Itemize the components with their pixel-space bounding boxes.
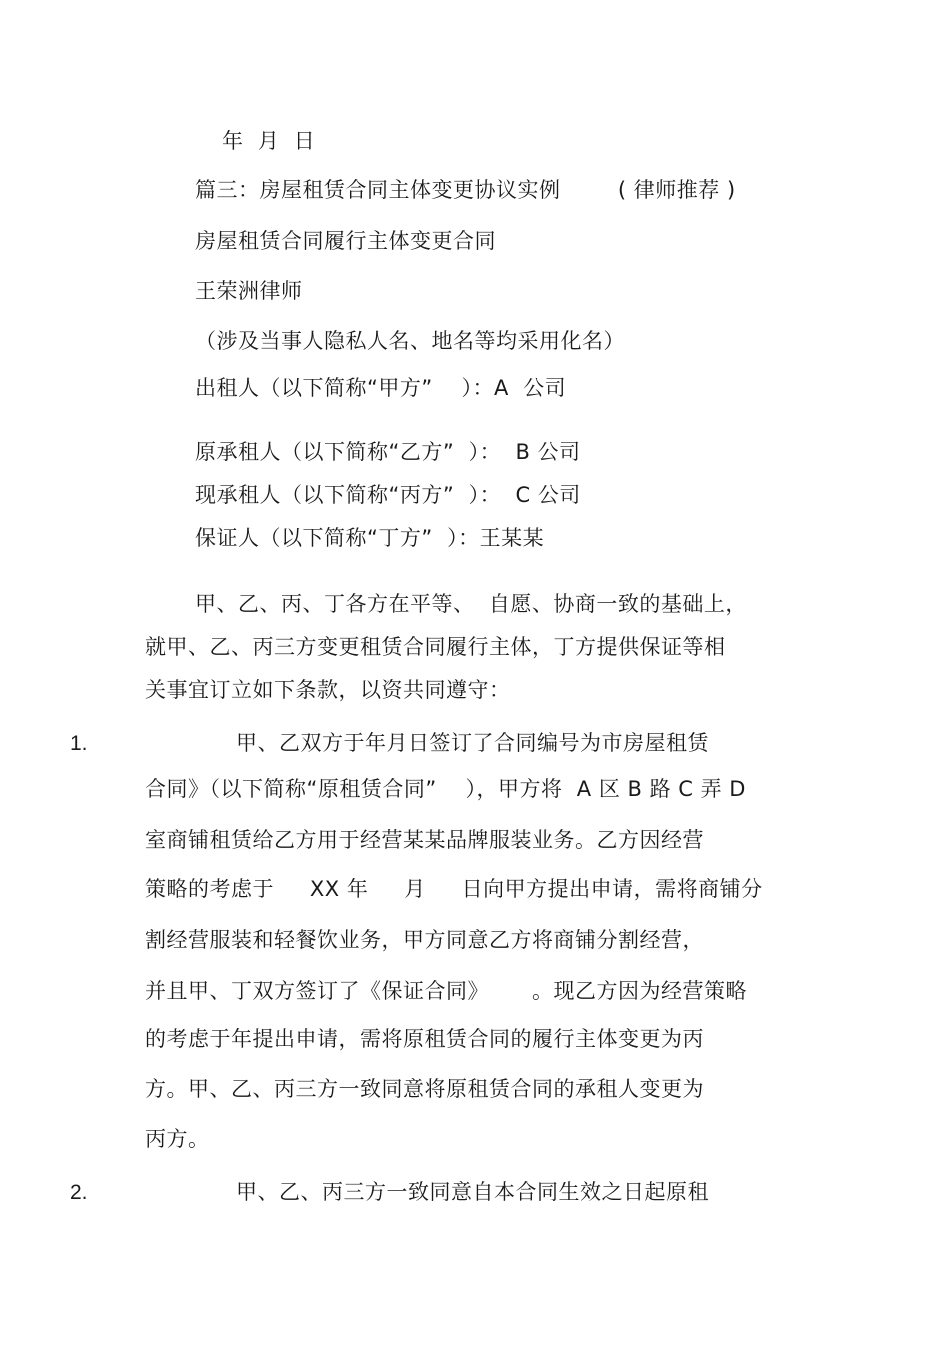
clause-line: 甲、乙双方于年月日签订了合同编号为市房屋租赁 [236,731,709,755]
clause-line: 策略的考虑于 XX 年 月 日向甲方提出申请，需将商铺分 [145,877,763,901]
preamble-line: 甲、乙、丙、丁各方在平等、 自愿、协商一致的基础上， [195,592,747,616]
preamble-line: 关事宜订立如下条款，以资共同遵守： [145,678,511,702]
party-lessor: 出租人（以下简称“甲方” ）：A 公司 [195,376,567,400]
clause-line: 室商铺租赁给乙方用于经营某某品牌服装业务。乙方因经营 [145,828,704,852]
privacy-note: （涉及当事人隐私人名、地名等均采用化名） [195,329,625,353]
clause-number: 1. [70,732,88,755]
document-title: 篇三：房屋租赁合同主体变更协议实例 ( 律师推荐 ) [195,178,736,202]
author-line: 王荣洲律师 [195,279,303,303]
clause-line: 的考虑于年提出申请，需将原租赁合同的履行主体变更为丙 [145,1027,704,1051]
clause-line: 甲、乙、丙三方一致同意自本合同生效之日起原租 [236,1180,709,1204]
party-original-lessee: 原承租人（以下简称“乙方” ）： B 公司 [195,440,581,464]
party-current-lessee: 现承租人（以下简称“丙方” ）： C 公司 [195,483,581,507]
date-line: 年 月 日 [222,129,316,153]
clause-line: 合同》（以下简称“原租赁合同” ），甲方将 A 区 B 路 C 弄 D [145,777,746,801]
clause-line: 方。甲、乙、丙三方一致同意将原租赁合同的承租人变更为 [145,1077,704,1101]
contract-subtitle: 房屋租赁合同履行主体变更合同 [195,229,496,253]
clause-number: 2. [70,1181,88,1204]
party-guarantor: 保证人（以下简称“丁方” ）：王某某 [195,526,545,550]
preamble-line: 就甲、乙、丙三方变更租赁合同履行主体，丁方提供保证等相 [145,635,726,659]
clause-line: 割经营服装和轻餐饮业务，甲方同意乙方将商铺分割经营， [145,928,704,952]
clause-line: 丙方。 [145,1127,210,1151]
clause-line: 并且甲、丁双方签订了《保证合同》 。现乙方因为经营策略 [145,979,748,1003]
